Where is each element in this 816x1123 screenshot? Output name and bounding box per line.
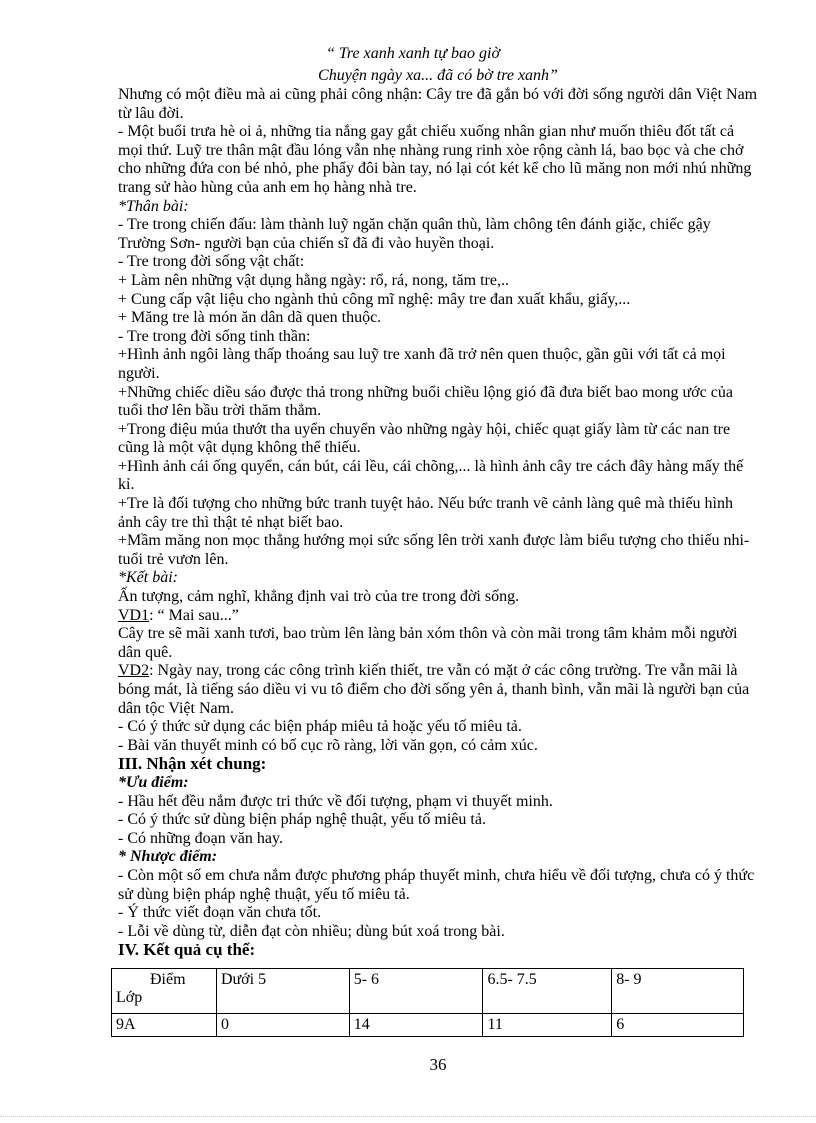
table-cell: 0	[216, 1014, 349, 1037]
page-bottom-divider	[0, 1116, 816, 1117]
paragraph: + Măng tre là món ăn dân dã quen thuộc.	[118, 309, 382, 327]
paragraph: - Tre trong chiến đấu: làm thành luỹ ngăn chặn quân thù, làm chông tên đánh giặc, chiếc gậy Trường Sơn- người bạn của chiến sĩ đã đi vào huyền thoại.	[118, 216, 711, 252]
paragraph: Ấn tượng, cảm nghĩ, khẳng định vai trò của tre trong đời sống.	[118, 588, 520, 606]
table-header-cell: 8- 9	[612, 969, 744, 1014]
table-cell: 6	[612, 1014, 744, 1037]
paragraph: - Ý thức viết đoạn văn chưa tốt.	[118, 904, 322, 922]
example-1-label: VD1	[118, 606, 150, 624]
paragraph: - Một buổi trưa hè oi ả, những tia nắng gay gắt chiếu xuống nhân gian như muốn thiêu đốt tất cả mọi thứ. Luỹ tre thân mật đầu lóng vẫn nhẹ nhàng rung rinh xòe rộng cành lá, bao bọc và che chở cho những đứa con bé nhỏ, phe phẩy đôi bàn tay, nó lại cót két kể cho lũ măng non mới nhú những trang sử hào hùng của anh em họ hàng nhà tre.	[118, 123, 752, 196]
paragraph: - Có ý thức sử dụng các biện pháp miêu tả hoặc yếu tố miêu tả.	[118, 718, 522, 736]
paragraph: - Còn một số em chưa nắm được phương pháp thuyết minh, chưa hiểu về đối tượng, chưa có ý thức sử dùng biện pháp nghệ thuật, yếu tố miêu tả.	[118, 866, 755, 903]
paragraph: - Lỗi về dùng từ, diễn đạt còn nhiều; dùng bút xoá trong bài.	[118, 922, 505, 940]
section-heading-ket-bai: *Kết bài:	[118, 569, 178, 587]
table-corner-cell	[112, 969, 217, 1014]
paragraph: +Những chiếc diều sáo được thả trong những buổi chiều lộng gió đã đưa biết bao mong ước của tuổi thơ lên bầu trời thăm thẳm.	[118, 383, 733, 420]
paragraph: Cây tre sẽ mãi xanh tươi, bao trùm lên làng bản xóm thôn và còn mãi trong tâm khảm mỗi người dân quê.	[118, 625, 738, 661]
paragraph: - Tre trong đời sống tinh thần:	[118, 327, 311, 345]
corner-label-class: Lớp	[116, 989, 143, 1006]
table-header-cell: 6.5- 7.5	[483, 969, 612, 1014]
example-1	[118, 607, 758, 626]
paragraph: Nhưng có một điều mà ai cũng phải công nhận: Cây tre đã gắn bó với đời sống người dân Việt Nam từ lâu đời.	[118, 86, 758, 122]
heading-iii: III. Nhận xét chung:	[118, 754, 267, 774]
example-1-text: : “ Mai sau...”	[149, 606, 239, 624]
subheading-uu-diem: *Ưu điểm:	[118, 773, 189, 791]
heading-iv: IV. Kết quả cụ thể:	[118, 940, 256, 960]
section-heading-than-bai: *Thân bài:	[118, 197, 189, 215]
table-cell: 14	[349, 1014, 483, 1037]
paragraph: + Cung cấp vật liệu cho ngành thủ công mĩ nghệ: mây tre đan xuất khẩu, giấy,...	[118, 290, 631, 308]
paragraph: - Có những đoạn văn hay.	[118, 829, 283, 847]
paragraph: - Bài văn thuyết minh có bố cục rõ ràng, lời văn gọn, có cảm xúc.	[118, 736, 538, 754]
table-header-cell: Dưới 5	[216, 969, 349, 1014]
example-2-label: VD2	[118, 662, 150, 680]
epigraph-line-1: “ Tre xanh xanh tự bao giờ	[325, 45, 500, 62]
paragraph: +Mầm măng non mọc thẳng hướng mọi sức sống lên trời xanh được làm biểu tượng cho thiếu nhi- tuổi trẻ vươn lên.	[118, 532, 750, 568]
table-header-row	[112, 969, 744, 1014]
page-number: 36	[429, 1055, 447, 1074]
corner-label-score: Điểm	[150, 971, 186, 988]
example-2-text: : Ngày nay, trong các công trình kiến thiết, tre vẫn có mặt ở các công trường. Tre vẫn mãi là bóng mát, là tiếng sáo diều vi vu tô điểm cho đời sống yên ả, thanh bình, vẫn mãi là người bạn của dân tộc Việt Nam.	[118, 662, 750, 717]
paragraph: - Tre trong đời sống vật chất:	[118, 253, 305, 271]
paragraph: - Hầu hết đều nắm được tri thức về đối tượng, phạm vi thuyết minh.	[118, 792, 553, 810]
paragraph: +Hình ảnh ngôi làng thấp thoáng sau luỹ tre xanh đã trở nên quen thuộc, gần gũi với tất cả mọi người.	[118, 346, 726, 382]
epigraph-line-2: Chuyện ngày xa... đã có bờ tre xanh”	[318, 67, 558, 84]
table-cell-class: 9A	[112, 1014, 217, 1037]
example-2	[118, 662, 758, 718]
table-row	[112, 1014, 744, 1037]
table-cell: 11	[483, 1014, 612, 1037]
paragraph: +Tre là đối tượng cho những bức tranh tuyệt hảo. Nếu bức tranh vẽ cảnh làng quê mà thiếu hình ảnh cây tre thì thật tẻ nhạt biết bao.	[118, 495, 733, 531]
subheading-nhuoc-diem: * Nhược điểm:	[118, 848, 218, 866]
paragraph: - Có ý thức sử dùng biện pháp nghệ thuật, yếu tố miêu tả.	[118, 811, 486, 829]
paragraph: + Làm nên những vật dụng hằng ngày: rổ, rá, nong, tăm tre,..	[118, 271, 509, 289]
paragraph: +Hình ảnh cái ống quyển, cán bút, cái lều, cái chõng,... là hình ảnh cây tre cách đây hàng mấy thế kỉ.	[118, 457, 744, 494]
paragraph: +Trong điệu múa thướt tha uyển chuyển vào những ngày hội, chiếc quạt giấy làm từ các nan tre cũng là một vật dụng không thể thiếu.	[118, 420, 731, 457]
document-body	[118, 86, 758, 960]
table-header-cell: 5- 6	[349, 969, 483, 1014]
results-table	[111, 968, 744, 1037]
